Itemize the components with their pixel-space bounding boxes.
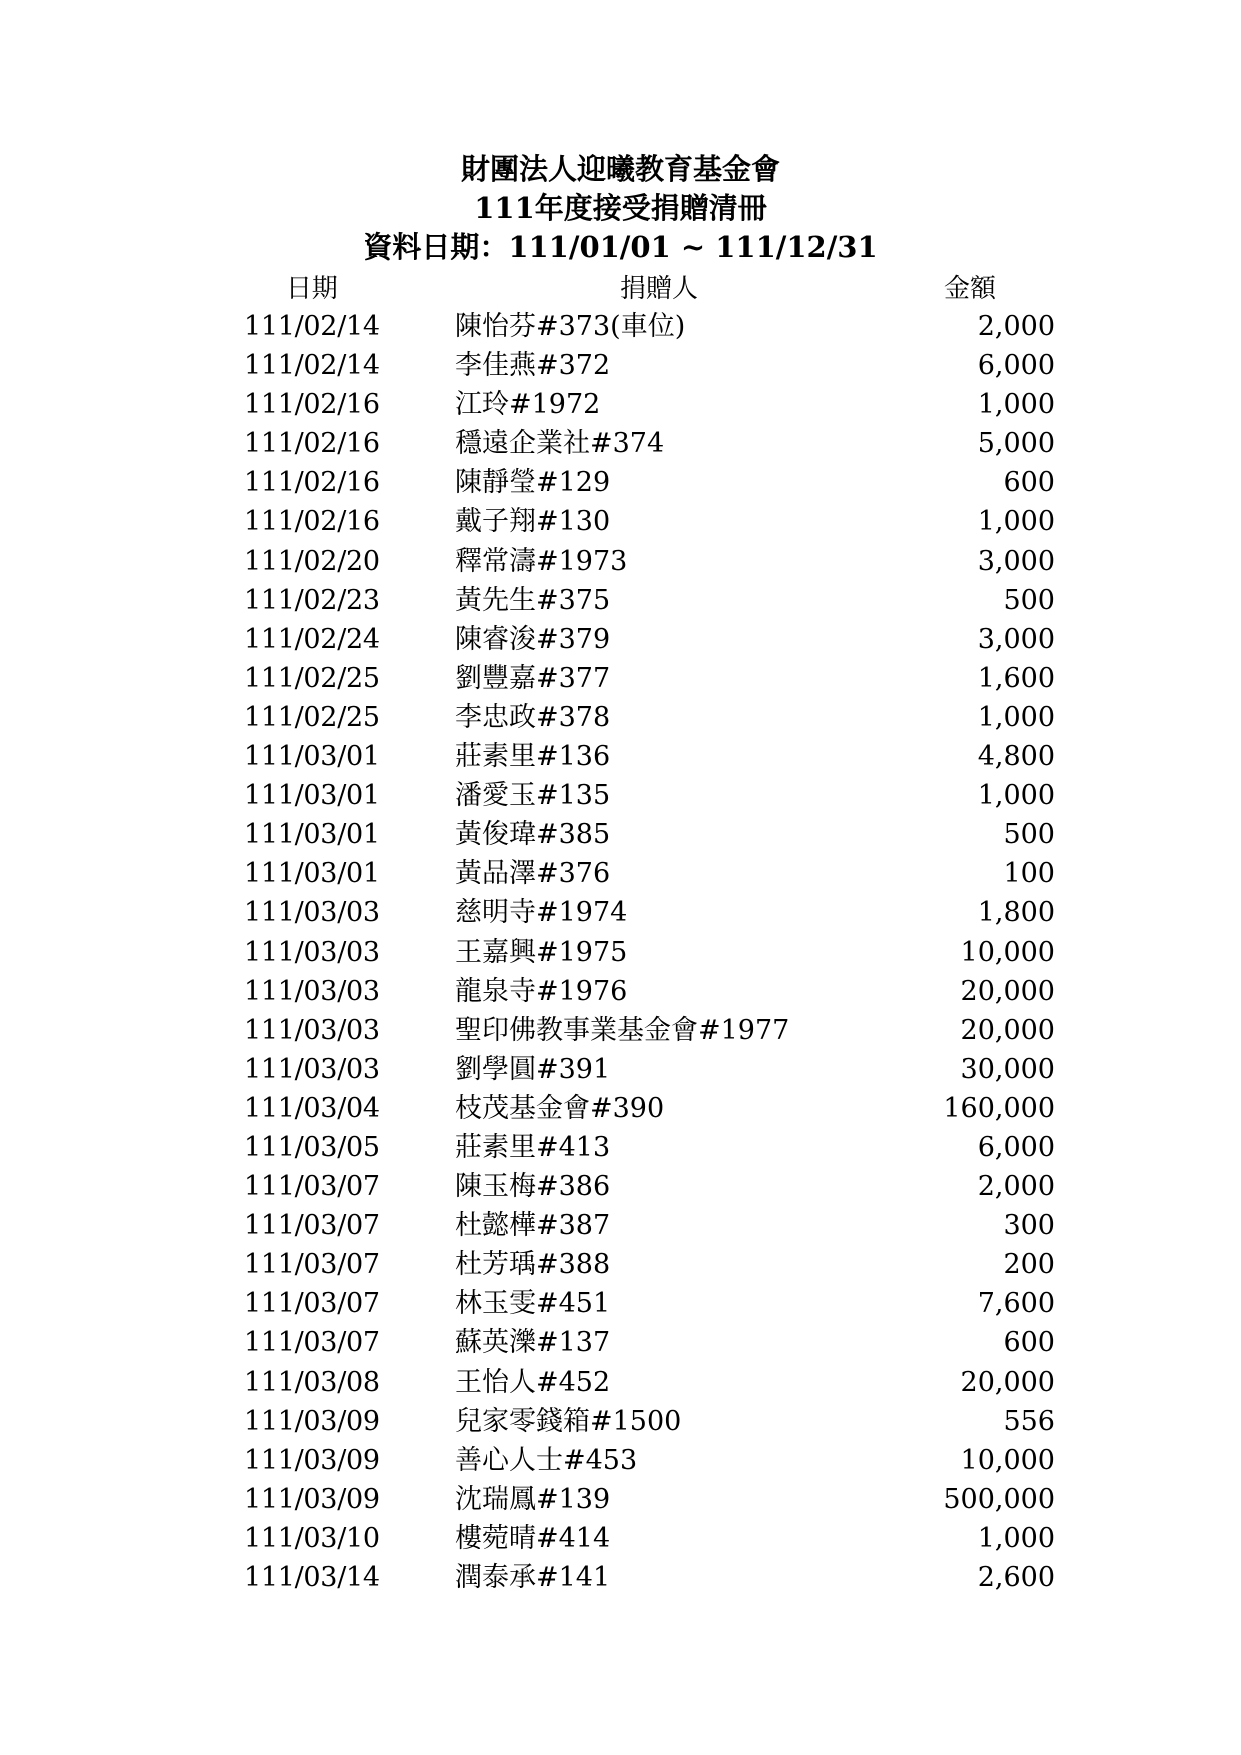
table-header-row [0, 271, 1241, 307]
amount-cell: 1,800 [977, 897, 1055, 929]
column-header-amount: 金額 [943, 274, 996, 304]
amount-cell: 4,800 [977, 741, 1055, 773]
report-title: 111年度接受捐贈清冊 [474, 191, 767, 225]
date-cell: 111/03/07 [244, 1171, 380, 1203]
date-cell: 111/03/07 [244, 1249, 380, 1281]
donor-cell: 王嘉興#1975 [455, 936, 628, 968]
donor-cell: 陳怡芬#373(車位) [455, 311, 686, 342]
donor-cell: 釋常濤#1973 [455, 545, 628, 577]
date-cell: 111/02/16 [244, 389, 380, 421]
table-row [0, 659, 1241, 698]
table-row [0, 698, 1241, 737]
donor-cell: 杜懿樺#387 [455, 1210, 611, 1242]
donor-cell: 樓菀晴#414 [455, 1522, 611, 1554]
date-cell: 111/02/24 [244, 623, 380, 655]
donor-cell: 陳靜瑩#129 [455, 467, 611, 499]
date-cell: 111/03/03 [244, 1053, 380, 1085]
amount-cell: 100 [1003, 858, 1055, 890]
table-row [0, 620, 1241, 659]
amount-cell: 30,000 [960, 1053, 1055, 1085]
date-cell: 111/02/25 [244, 701, 380, 733]
donor-cell: 善心人士#453 [455, 1444, 638, 1476]
table-row [0, 542, 1241, 581]
date-cell: 111/03/09 [244, 1444, 380, 1476]
amount-cell: 20,000 [960, 1014, 1055, 1046]
date-cell: 111/02/16 [244, 506, 380, 538]
date-cell: 111/03/03 [244, 975, 380, 1007]
date-cell: 111/03/01 [244, 858, 380, 890]
donor-cell: 莊素里#136 [455, 741, 611, 773]
donor-cell: 李佳燕#372 [455, 350, 611, 382]
table-row [0, 1128, 1241, 1167]
donor-cell: 沈瑞鳳#139 [455, 1483, 611, 1515]
table-row [0, 1089, 1241, 1128]
date-cell: 111/03/07 [244, 1210, 380, 1242]
donor-cell: 潘愛玉#135 [455, 780, 611, 812]
date-cell: 111/02/14 [244, 311, 380, 342]
amount-cell: 1,000 [977, 701, 1055, 733]
date-cell: 111/03/09 [244, 1483, 380, 1515]
amount-cell: 160,000 [943, 1092, 1055, 1124]
amount-cell: 2,000 [977, 1171, 1055, 1203]
table-row [0, 972, 1241, 1011]
date-cell: 111/03/03 [244, 897, 380, 929]
date-cell: 111/03/01 [244, 741, 380, 773]
table-row [0, 346, 1241, 385]
date-cell: 111/02/25 [244, 662, 380, 694]
amount-cell: 6,000 [977, 1131, 1055, 1163]
donor-cell: 李忠政#378 [455, 701, 611, 733]
donor-cell: 黃俊瑋#385 [455, 819, 611, 851]
amount-cell: 3,000 [977, 545, 1055, 577]
date-cell: 111/02/16 [244, 428, 380, 460]
donation-table [0, 271, 1241, 1597]
amount-cell: 20,000 [960, 975, 1055, 1007]
date-cell: 111/02/23 [244, 584, 380, 616]
table-row [0, 1167, 1241, 1206]
table-row [0, 1519, 1241, 1558]
donor-cell: 劉學圓#391 [455, 1053, 611, 1085]
amount-cell: 20,000 [960, 1366, 1055, 1398]
table-row [0, 1441, 1241, 1480]
table-body [0, 307, 1241, 1597]
donor-cell: 陳睿浚#379 [455, 623, 611, 655]
donor-cell: 慈明寺#1974 [455, 897, 628, 929]
table-row [0, 1480, 1241, 1519]
date-cell: 111/02/14 [244, 350, 380, 382]
table-row [0, 854, 1241, 893]
table-row [0, 933, 1241, 972]
column-header-donor: 捐贈人 [620, 274, 699, 304]
table-row [0, 815, 1241, 854]
amount-cell: 2,000 [977, 311, 1055, 342]
donor-cell: 陳玉梅#386 [455, 1171, 611, 1203]
date-cell: 111/03/08 [244, 1366, 380, 1398]
donor-cell: 黃品澤#376 [455, 858, 611, 890]
date-cell: 111/03/07 [244, 1327, 380, 1359]
table-row [0, 1402, 1241, 1441]
table-row [0, 1363, 1241, 1402]
table-row [0, 1245, 1241, 1284]
donor-cell: 聖印佛教事業基金會#1977 [455, 1014, 790, 1046]
date-cell: 111/03/14 [244, 1562, 380, 1593]
donor-cell: 江玲#1972 [455, 389, 601, 421]
table-row [0, 737, 1241, 776]
donor-cell: 潤泰承#141 [455, 1562, 611, 1593]
amount-cell: 3,000 [977, 623, 1055, 655]
date-cell: 111/03/10 [244, 1522, 380, 1554]
table-row [0, 385, 1241, 424]
donor-cell: 龍泉寺#1976 [455, 975, 628, 1007]
date-cell: 111/03/03 [244, 936, 380, 968]
amount-cell: 1,000 [977, 506, 1055, 538]
table-row [0, 1050, 1241, 1089]
table-row [0, 1284, 1241, 1323]
amount-cell: 200 [1003, 1249, 1055, 1281]
date-cell: 111/03/07 [244, 1288, 380, 1320]
donor-cell: 穩遠企業社#374 [455, 428, 665, 460]
amount-cell: 1,000 [977, 389, 1055, 421]
donor-cell: 枝茂基金會#390 [455, 1092, 665, 1124]
amount-cell: 600 [1003, 1327, 1055, 1359]
amount-cell: 500 [1003, 819, 1055, 851]
date-cell: 111/03/03 [244, 1014, 380, 1046]
amount-cell: 1,600 [977, 662, 1055, 694]
date-cell: 111/02/16 [244, 467, 380, 499]
table-row [0, 581, 1241, 620]
amount-cell: 300 [1003, 1210, 1055, 1242]
amount-cell: 5,000 [977, 428, 1055, 460]
donor-cell: 林玉雯#451 [455, 1288, 611, 1320]
date-cell: 111/03/01 [244, 780, 380, 812]
date-cell: 111/03/01 [244, 819, 380, 851]
amount-cell: 500,000 [943, 1483, 1055, 1515]
table-row [0, 424, 1241, 463]
donor-cell: 王怡人#452 [455, 1366, 611, 1398]
table-row [0, 1206, 1241, 1245]
date-range: 資料日期：111/01/01 ~ 111/12/31 [363, 230, 878, 264]
amount-cell: 2,600 [977, 1562, 1055, 1593]
amount-cell: 7,600 [977, 1288, 1055, 1320]
donor-cell: 黃先生#375 [455, 584, 611, 616]
donor-cell: 蘇英濼#137 [455, 1327, 611, 1359]
table-row [0, 463, 1241, 502]
table-row [0, 776, 1241, 815]
donor-cell: 兒家零錢箱#1500 [455, 1405, 682, 1437]
amount-cell: 500 [1003, 584, 1055, 616]
amount-cell: 6,000 [977, 350, 1055, 382]
amount-cell: 600 [1003, 467, 1055, 499]
date-cell: 111/03/05 [244, 1131, 380, 1163]
table-row [0, 1011, 1241, 1050]
table-row [0, 1558, 1241, 1597]
column-header-date: 日期 [286, 274, 338, 304]
table-row [0, 1323, 1241, 1362]
table-row [0, 307, 1241, 346]
date-cell: 111/02/20 [244, 545, 380, 577]
organization-name: 財團法人迎曦教育基金會 [460, 152, 780, 186]
table-row [0, 893, 1241, 932]
amount-cell: 1,000 [977, 780, 1055, 812]
document-header [0, 150, 1241, 267]
amount-cell: 556 [1003, 1405, 1055, 1437]
donor-cell: 莊素里#413 [455, 1131, 611, 1163]
date-cell: 111/03/04 [244, 1092, 380, 1124]
amount-cell: 10,000 [960, 1444, 1055, 1476]
date-cell: 111/03/09 [244, 1405, 380, 1437]
table-row [0, 502, 1241, 541]
donor-cell: 劉豐嘉#377 [455, 662, 611, 694]
amount-cell: 10,000 [960, 936, 1055, 968]
amount-cell: 1,000 [977, 1522, 1055, 1554]
donor-cell: 杜芳瑀#388 [455, 1249, 611, 1281]
donor-cell: 戴子翔#130 [455, 506, 611, 538]
